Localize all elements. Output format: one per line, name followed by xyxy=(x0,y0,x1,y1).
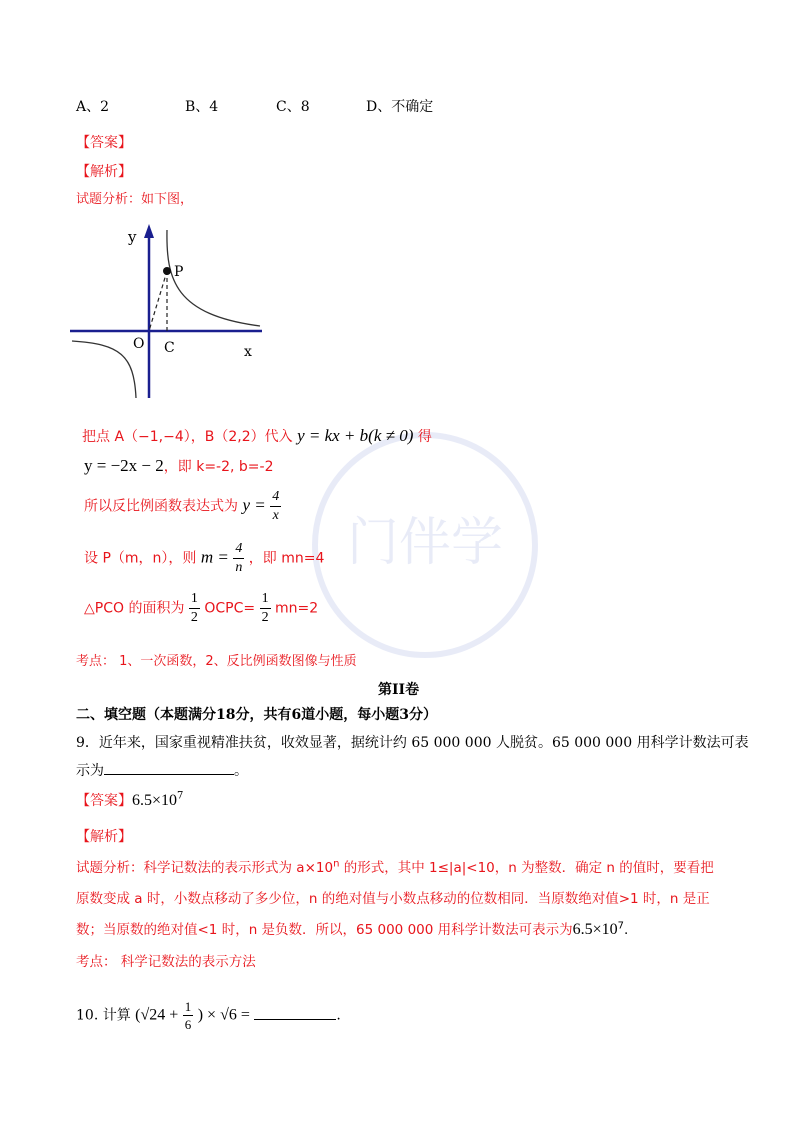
q9-analysis-1: 试题分析：科学记数法的表示形式为 $a\times 10^n$ 的形式，其中 1≤|a|<10，n 为整数．确定 n 的值时，要看把 xyxy=(76,858,714,876)
svg-text:门伴学: 门伴学 xyxy=(346,513,504,573)
watermark-logo-icon xyxy=(300,420,550,670)
option-d: D、不确定 xyxy=(366,99,434,115)
q9-analysis-2: 原数变成 a 时，小数点移动了多少位，n 的绝对值与小数点移动的位数相同．当原数绝对值>1 时，n 是正 xyxy=(76,891,710,907)
y-axis-arrow-icon xyxy=(144,224,154,238)
analysis-tag: 【解析】 xyxy=(76,164,132,180)
step5: △PCO 的面积为 $\frac{1}{2}$ OCPC= $\frac{1}{2}$ mn=2 xyxy=(84,591,319,625)
hyperbola-left xyxy=(72,341,136,398)
p-label: P xyxy=(174,264,184,280)
answer-tag: 【答案】 xyxy=(76,135,132,151)
q9-answer-blank xyxy=(104,774,234,775)
function-graph xyxy=(70,220,270,415)
step2: y = −2x − 2，即 k=-2, b=-2 xyxy=(84,456,274,475)
q10: 10. 计算 (√24 + $\frac{1}{6}$ ) × √6 = . xyxy=(76,999,341,1032)
o-label: O xyxy=(133,336,145,352)
q9-line1: 9．近年来，国家重视精准扶贫，收效显著，据统计约 65 000 000 人脱贫。65 000 000 用科学计数法可表 xyxy=(76,735,749,751)
section2-title: 二、填空题（本题满分18分，共有6道小题，每小题3分） xyxy=(76,707,437,723)
q9-analysis-tag: 【解析】 xyxy=(76,829,132,845)
q9-answer: 【答案】$6.5\times 10^7$ xyxy=(76,790,184,809)
x-label: x xyxy=(244,344,252,360)
c-label: C xyxy=(164,340,175,356)
q9-line2: 示为 。 xyxy=(76,763,248,779)
volume-title: 第II卷 xyxy=(378,682,420,698)
option-c: C、8 xyxy=(276,99,310,115)
step4: 设 P（m，n），则 m = $\frac{4}{n}$ ，即 mn=4 xyxy=(84,541,325,575)
option-a: A、2 xyxy=(76,99,110,115)
step1: 把点 A（−1,−4），B（2,2）代入 y = kx + b(k ≠ 0) 得 xyxy=(82,426,432,445)
step3: 所以反比例函数表达式为 y = $\frac{4}{x}$ xyxy=(84,489,280,523)
dashed-op xyxy=(149,271,167,331)
kaodian-1: 考点： 1、一次函数，2、反比例函数图像与性质 xyxy=(76,654,357,669)
q10-answer-blank xyxy=(254,1019,336,1020)
analysis-intro: 试题分析：如下图， xyxy=(76,192,194,207)
q9-analysis-3: 数；当原数的绝对值<1 时，n 是负数．所以，65 000 000 用科学计数法可表示为$6.5\times 10^7$. xyxy=(76,920,629,938)
point-p xyxy=(163,267,171,275)
option-b: B、4 xyxy=(185,99,219,115)
y-label: y xyxy=(128,228,137,246)
q9-kaodian: 考点： 科学记数法的表示方法 xyxy=(76,954,256,970)
